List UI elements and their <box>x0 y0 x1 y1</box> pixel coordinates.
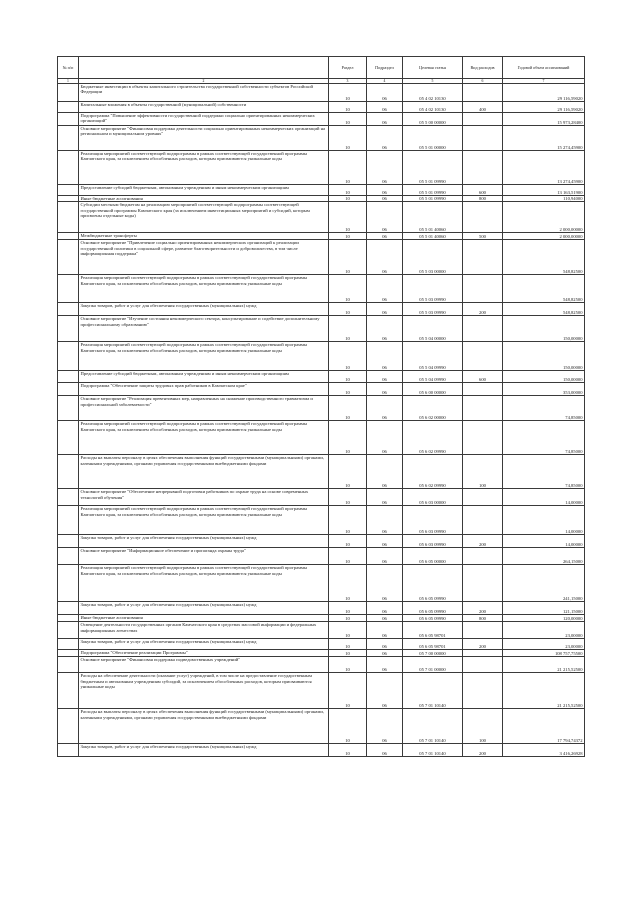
row-name-cell: Закупка товаров, работ и услуг для обеспечения государственных (муниципальных) нужд <box>79 744 329 757</box>
row-name-cell: Закупка товаров, работ и услуг для обеспечения государственных (муниципальных) нужд <box>79 535 329 548</box>
amount-cell: 14,00000 <box>503 535 585 548</box>
table-row <box>58 535 585 548</box>
expense-type-cell: 200 <box>463 744 503 757</box>
amount-cell: 23,00000 <box>503 622 585 639</box>
expense-type-cell <box>463 657 503 673</box>
row-name-cell: Основное мероприятие "Реализация превентивных мер, направленных на снижение производственного травматизма и профессиональной заболеваемости" <box>79 396 329 421</box>
row-number-cell <box>58 202 79 233</box>
subsection-cell: 06 <box>367 622 403 639</box>
subsection-cell: 06 <box>367 316 403 342</box>
section-cell: 10 <box>329 535 367 548</box>
expense-type-cell <box>463 383 503 396</box>
section-cell: 10 <box>329 233 367 240</box>
target-article-cell: 05 5 01 09990 <box>403 151 463 185</box>
amount-cell: 15 973,28400 <box>503 113 585 126</box>
amount-cell: 150,00000 <box>503 342 585 371</box>
header-name <box>79 57 329 79</box>
expense-type-cell <box>463 396 503 421</box>
row-name-cell: Капитальные вложения в объекты государственной (муниципальной) собственности <box>79 102 329 113</box>
header-exp-type: Вид расходов <box>463 57 503 79</box>
amount-cell: 29 116,59020 <box>503 84 585 102</box>
subsection-cell: 06 <box>367 303 403 316</box>
subsection-cell: 06 <box>367 639 403 650</box>
section-cell: 10 <box>329 383 367 396</box>
table-row <box>58 240 585 275</box>
table-row <box>58 102 585 113</box>
header-amount: Годовой объем ассигнований <box>503 57 585 79</box>
section-cell: 10 <box>329 240 367 275</box>
table-row <box>58 650 585 657</box>
row-number-cell <box>58 342 79 371</box>
header-num: № п/п <box>58 57 79 79</box>
subsection-cell: 06 <box>367 506 403 535</box>
expense-type-cell <box>463 622 503 639</box>
row-number-cell <box>58 383 79 396</box>
row-name-cell: Иные бюджетные ассигнования <box>79 196 329 202</box>
target-article-cell: 05 6 02 00000 <box>403 396 463 421</box>
row-number-cell <box>58 233 79 240</box>
target-article-cell: 05 7 00 00000 <box>403 650 463 657</box>
section-cell: 10 <box>329 396 367 421</box>
target-article-cell: 05 6 05 98701 <box>403 622 463 639</box>
target-article-cell: 05 5 03 09990 <box>403 303 463 316</box>
section-cell: 10 <box>329 185 367 196</box>
amount-cell: 15 274,45900 <box>503 126 585 151</box>
section-cell: 10 <box>329 744 367 757</box>
subsection-cell: 06 <box>367 202 403 233</box>
row-number-cell <box>58 84 79 102</box>
table-row <box>58 455 585 489</box>
subsection-cell: 06 <box>367 275 403 303</box>
column-number: 4 <box>367 79 403 84</box>
subsection-cell: 06 <box>367 615 403 622</box>
row-name-cell: Расходы на обеспечение деятельности (оказание услуг) учреждений, в том числе на предоставление государственным бюджетным и автономным учреждениям субсидий, за исключением обособленных расходов, которым присваиваются уникальные коды <box>79 673 329 709</box>
amount-cell: 13 163,51900 <box>503 185 585 196</box>
subsection-cell: 06 <box>367 744 403 757</box>
row-number-cell <box>58 489 79 506</box>
expense-type-cell <box>463 673 503 709</box>
row-name-cell: Основное мероприятие "Обеспечение непрерывной подготовки работников по охране труда на основе современных технологий обучения" <box>79 489 329 506</box>
table-row <box>58 615 585 622</box>
target-article-cell: 05 5 01 00000 <box>403 126 463 151</box>
expense-type-cell <box>463 548 503 565</box>
row-number-cell <box>58 657 79 673</box>
section-cell: 10 <box>329 709 367 744</box>
row-number-cell <box>58 151 79 185</box>
amount-cell: 74,85000 <box>503 455 585 489</box>
row-name-cell: Реализация мероприятий соответствующей подпрограммы в рамках соответствующей государственной программы Камчатского края, за исключением обособленных расходов, которым присваиваются уникальные коды <box>79 275 329 303</box>
row-number-cell <box>58 185 79 196</box>
expense-type-cell <box>463 421 503 455</box>
amount-cell: 353,00000 <box>503 383 585 396</box>
expense-type-cell: 200 <box>463 535 503 548</box>
amount-cell: 548,82500 <box>503 240 585 275</box>
row-name-cell: Основное мероприятие "Информационное обеспечение и пропаганда охраны труда" <box>79 548 329 565</box>
section-cell: 10 <box>329 602 367 615</box>
subsection-cell: 06 <box>367 709 403 744</box>
target-article-cell: 05 5 01 40060 <box>403 233 463 240</box>
table-row <box>58 489 585 506</box>
subsection-cell: 06 <box>367 650 403 657</box>
row-number-cell <box>58 371 79 383</box>
table-row <box>58 275 585 303</box>
subsection-cell: 06 <box>367 421 403 455</box>
row-name-cell: Бюджетные инвестиции в объекты капитального строительства государственной собственности субъектов Российской Федерации <box>79 84 329 102</box>
column-number: 2 <box>79 79 329 84</box>
target-article-cell: 05 7 01 10140 <box>403 709 463 744</box>
subsection-cell: 06 <box>367 535 403 548</box>
table-row <box>58 371 585 383</box>
subsection-cell: 06 <box>367 371 403 383</box>
target-article-cell: 05 6 05 00000 <box>403 548 463 565</box>
subsection-cell: 06 <box>367 151 403 185</box>
row-number-cell <box>58 615 79 622</box>
target-article-cell: 05 4 02 10130 <box>403 84 463 102</box>
row-number-cell <box>58 113 79 126</box>
section-cell: 10 <box>329 84 367 102</box>
amount-cell: 108 757,75500 <box>503 650 585 657</box>
amount-cell: 120,00000 <box>503 615 585 622</box>
amount-cell: 14,00000 <box>503 489 585 506</box>
target-article-cell: 05 6 05 09990 <box>403 602 463 615</box>
subsection-cell: 06 <box>367 383 403 396</box>
amount-cell: 121,15000 <box>503 602 585 615</box>
expense-type-cell <box>463 113 503 126</box>
subsection-cell: 06 <box>367 565 403 602</box>
expense-type-cell <box>463 275 503 303</box>
row-number-cell <box>58 565 79 602</box>
amount-cell: 13 274,45900 <box>503 151 585 185</box>
subsection-cell: 06 <box>367 673 403 709</box>
row-name-cell: Основное мероприятие "Финансовая поддержка деятельности социально ориентированных некоммерческих организаций на региональном и муниципальном уровнях" <box>79 126 329 151</box>
expense-type-cell: 200 <box>463 602 503 615</box>
table-row <box>58 185 585 196</box>
table-row <box>58 602 585 615</box>
section-cell: 10 <box>329 650 367 657</box>
row-name-cell: Иные бюджетные ассигнования <box>79 615 329 622</box>
expense-type-cell <box>463 316 503 342</box>
section-cell: 10 <box>329 673 367 709</box>
target-article-cell: 05 5 01 09990 <box>403 185 463 196</box>
subsection-cell: 06 <box>367 233 403 240</box>
expense-type-cell <box>463 565 503 602</box>
section-cell: 10 <box>329 275 367 303</box>
expense-type-cell <box>463 650 503 657</box>
row-number-cell <box>58 673 79 709</box>
row-name-cell: Подпрограмма "Обеспечение защиты трудовых прав работников в Камчатском крае" <box>79 383 329 396</box>
target-article-cell: 05 4 02 10130 <box>403 102 463 113</box>
expense-type-cell: 600 <box>463 185 503 196</box>
section-cell: 10 <box>329 202 367 233</box>
amount-cell: 150,00000 <box>503 316 585 342</box>
expense-type-cell: 600 <box>463 371 503 383</box>
row-number-cell <box>58 650 79 657</box>
header-target: Целевая статья <box>403 57 463 79</box>
row-number-cell <box>58 275 79 303</box>
table-row <box>58 421 585 455</box>
row-name-cell: Основное мероприятие "Финансовая поддержка подведомственных учреждений" <box>79 657 329 673</box>
column-number: 5 <box>403 79 463 84</box>
subsection-cell: 06 <box>367 196 403 202</box>
amount-cell: 21 215,52500 <box>503 657 585 673</box>
subsection-cell: 06 <box>367 102 403 113</box>
budget-table <box>57 56 585 757</box>
table-row <box>58 303 585 316</box>
expense-type-cell <box>463 84 503 102</box>
expense-type-cell <box>463 342 503 371</box>
budget-table-page <box>57 56 584 757</box>
amount-cell: 29 116,59020 <box>503 102 585 113</box>
amount-cell: 548,82500 <box>503 275 585 303</box>
expense-type-cell <box>463 202 503 233</box>
amount-cell: 14,00000 <box>503 506 585 535</box>
target-article-cell: 05 5 03 00000 <box>403 240 463 275</box>
section-cell: 10 <box>329 489 367 506</box>
table-row <box>58 657 585 673</box>
target-article-cell: 05 6 05 09990 <box>403 565 463 602</box>
section-cell: 10 <box>329 639 367 650</box>
row-number-cell <box>58 316 79 342</box>
target-article-cell: 05 6 05 98701 <box>403 639 463 650</box>
table-row <box>58 622 585 639</box>
row-number-cell <box>58 396 79 421</box>
amount-cell: 2 000,00000 <box>503 233 585 240</box>
amount-cell: 2 000,00000 <box>503 202 585 233</box>
subsection-cell: 06 <box>367 548 403 565</box>
table-row <box>58 84 585 102</box>
expense-type-cell <box>463 489 503 506</box>
row-name-cell: Основное мероприятие "Привлечение социально ориентированных некоммерческих организаций к реализации государственной политики в социальной сфере, развитие благотворительности и добровольчества, в том числе информационная поддержка" <box>79 240 329 275</box>
table-row <box>58 202 585 233</box>
row-number-cell <box>58 240 79 275</box>
row-name-cell: Расходы на выплаты персоналу в целях обеспечения выполнения функций государственными (муниципальными) органами, казенными учреждениями, органами управления государственными внебюджетными фондами <box>79 455 329 489</box>
row-name-cell: Реализация мероприятий соответствующей подпрограммы в рамках соответствующей государственной программы Камчатского края, за исключением обособленных расходов, которым присваиваются уникальные коды <box>79 151 329 185</box>
expense-type-cell: 800 <box>463 615 503 622</box>
expense-type-cell: 500 <box>463 233 503 240</box>
row-name-cell: Основное мероприятие "Изучение состояния некоммерческого сектора, консультирование и содействие дополнительному профессиональному образованию" <box>79 316 329 342</box>
table-row <box>58 126 585 151</box>
table-row <box>58 151 585 185</box>
subsection-cell: 06 <box>367 455 403 489</box>
row-number-cell <box>58 744 79 757</box>
row-number-cell <box>58 303 79 316</box>
section-cell: 10 <box>329 102 367 113</box>
row-name-cell: Реализация мероприятий соответствующей подпрограммы в рамках соответствующей государственной программы Камчатского края, за исключением обособленных расходов, которым присваиваются уникальные коды <box>79 506 329 535</box>
target-article-cell: 05 6 03 09990 <box>403 535 463 548</box>
section-cell: 10 <box>329 506 367 535</box>
expense-type-cell: 100 <box>463 709 503 744</box>
amount-cell: 110,94000 <box>503 196 585 202</box>
row-number-cell <box>58 639 79 650</box>
amount-cell: 548,82500 <box>503 303 585 316</box>
row-number-cell <box>58 455 79 489</box>
target-article-cell: 05 5 00 00000 <box>403 113 463 126</box>
section-cell: 10 <box>329 371 367 383</box>
table-row <box>58 396 585 421</box>
row-number-cell <box>58 622 79 639</box>
row-name-cell: Освещение деятельности государственных органов Камчатского края в средствах массовой информации и федеральных информационных агентствах <box>79 622 329 639</box>
table-row <box>58 113 585 126</box>
expense-type-cell: 200 <box>463 303 503 316</box>
target-article-cell: 05 6 05 09990 <box>403 615 463 622</box>
section-cell: 10 <box>329 151 367 185</box>
expense-type-cell: 800 <box>463 196 503 202</box>
target-article-cell: 05 7 01 10140 <box>403 744 463 757</box>
amount-cell: 74,85000 <box>503 421 585 455</box>
target-article-cell: 05 7 01 10140 <box>403 673 463 709</box>
row-name-cell: Закупка товаров, работ и услуг для обеспечения государственных (муниципальных) нужд <box>79 639 329 650</box>
target-article-cell: 05 5 04 09990 <box>403 371 463 383</box>
row-number-cell <box>58 709 79 744</box>
section-cell: 10 <box>329 303 367 316</box>
expense-type-cell: 200 <box>463 639 503 650</box>
amount-cell: 3 416,26928 <box>503 744 585 757</box>
row-number-cell <box>58 506 79 535</box>
section-cell: 10 <box>329 316 367 342</box>
row-name-cell: Межбюджетные трансферты <box>79 233 329 240</box>
section-cell: 10 <box>329 565 367 602</box>
section-cell: 10 <box>329 615 367 622</box>
table-row <box>58 709 585 744</box>
target-article-cell: 05 6 02 09990 <box>403 421 463 455</box>
section-cell: 10 <box>329 622 367 639</box>
amount-cell: 74,85000 <box>503 396 585 421</box>
table-row <box>58 639 585 650</box>
target-article-cell: 05 5 01 40060 <box>403 202 463 233</box>
expense-type-cell <box>463 126 503 151</box>
amount-cell: 23,00000 <box>503 639 585 650</box>
section-cell: 10 <box>329 196 367 202</box>
column-number: 1 <box>58 79 79 84</box>
table-row <box>58 548 585 565</box>
subsection-cell: 06 <box>367 113 403 126</box>
expense-type-cell <box>463 506 503 535</box>
target-article-cell: 05 5 04 09990 <box>403 342 463 371</box>
subsection-cell: 06 <box>367 396 403 421</box>
row-name-cell: Предоставление субсидий бюджетным, автономным учреждениям и иным некоммерческим организациям <box>79 371 329 383</box>
row-number-cell <box>58 126 79 151</box>
expense-type-cell: 400 <box>463 102 503 113</box>
expense-type-cell: 100 <box>463 455 503 489</box>
row-name-cell: Реализация мероприятий соответствующей подпрограммы в рамках соответствующей государственной программы Камчатского края, за исключением обособленных расходов, которым присваиваются уникальные коды <box>79 421 329 455</box>
expense-type-cell <box>463 240 503 275</box>
table-row <box>58 673 585 709</box>
section-cell: 10 <box>329 113 367 126</box>
row-number-cell <box>58 548 79 565</box>
row-name-cell: Закупка товаров, работ и услуг для обеспечения государственных (муниципальных) нужд <box>79 303 329 316</box>
column-number: 3 <box>329 79 367 84</box>
row-name-cell: Предоставление субсидий бюджетным, автономным учреждениям и иным некоммерческим организациям <box>79 185 329 196</box>
amount-cell: 17 794,74372 <box>503 709 585 744</box>
subsection-cell: 06 <box>367 240 403 275</box>
target-article-cell: 05 6 02 09990 <box>403 455 463 489</box>
amount-cell: 241,15000 <box>503 565 585 602</box>
table-row <box>58 342 585 371</box>
target-article-cell: 05 5 03 09990 <box>403 275 463 303</box>
subsection-cell: 06 <box>367 342 403 371</box>
row-name-cell: Расходы на выплаты персоналу в целях обеспечения выполнения функций государственными (муниципальными) органами, казенными учреждениями, органами управления государственными внебюджетными фондами <box>79 709 329 744</box>
target-article-cell: 05 6 00 00000 <box>403 383 463 396</box>
target-article-cell: 05 5 01 09990 <box>403 196 463 202</box>
amount-cell: 21 215,52500 <box>503 673 585 709</box>
amount-cell: 150,00000 <box>503 371 585 383</box>
row-name-cell: Подпрограмма "Повышение эффективности государственной поддержки социально ориентированных некоммерческих организаций" <box>79 113 329 126</box>
row-number-cell <box>58 535 79 548</box>
column-number: 7 <box>503 79 585 84</box>
table-row <box>58 383 585 396</box>
subsection-cell: 06 <box>367 185 403 196</box>
section-cell: 10 <box>329 421 367 455</box>
table-row <box>58 316 585 342</box>
row-name-cell: Реализация мероприятий соответствующей подпрограммы в рамках соответствующей государственной программы Камчатского края, за исключением обособленных расходов, которым присваиваются уникальные коды <box>79 342 329 371</box>
row-number-cell <box>58 421 79 455</box>
table-row <box>58 744 585 757</box>
section-cell: 10 <box>329 657 367 673</box>
target-article-cell: 05 6 03 00000 <box>403 489 463 506</box>
target-article-cell: 05 5 04 00000 <box>403 316 463 342</box>
column-number: 6 <box>463 79 503 84</box>
section-cell: 10 <box>329 455 367 489</box>
header-row <box>58 57 585 79</box>
row-name-cell: Подпрограмма "Обеспечение реализации Программы" <box>79 650 329 657</box>
header-subsection: Подраздел <box>367 57 403 79</box>
expense-type-cell <box>463 151 503 185</box>
table-row <box>58 506 585 535</box>
table-body <box>58 84 585 757</box>
row-name-cell: Реализация мероприятий соответствующей подпрограммы в рамках соответствующей государственной программы Камчатского края, за исключением обособленных расходов, которым присваиваются уникальные коды <box>79 565 329 602</box>
amount-cell: 264,15000 <box>503 548 585 565</box>
subsection-cell: 06 <box>367 126 403 151</box>
target-article-cell: 05 6 03 09990 <box>403 506 463 535</box>
subsection-cell: 06 <box>367 489 403 506</box>
subsection-cell: 06 <box>367 84 403 102</box>
header-section: Раздел <box>329 57 367 79</box>
target-article-cell: 05 7 01 00000 <box>403 657 463 673</box>
table-row <box>58 233 585 240</box>
row-number-cell <box>58 602 79 615</box>
row-name-cell: Субсидии местным бюджетам на реализацию мероприятий соответствующей подпрограммы соответствующей государственной программы Камчатского края (за исключением инвестиционных мероприятий и субсидий, которым присвоены отдельные коды) <box>79 202 329 233</box>
section-cell: 10 <box>329 548 367 565</box>
row-number-cell <box>58 102 79 113</box>
row-name-cell: Закупка товаров, работ и услуг для обеспечения государственных (муниципальных) нужд <box>79 602 329 615</box>
section-cell: 10 <box>329 342 367 371</box>
subsection-cell: 06 <box>367 602 403 615</box>
table-row <box>58 565 585 602</box>
section-cell: 10 <box>329 126 367 151</box>
subsection-cell: 06 <box>367 657 403 673</box>
